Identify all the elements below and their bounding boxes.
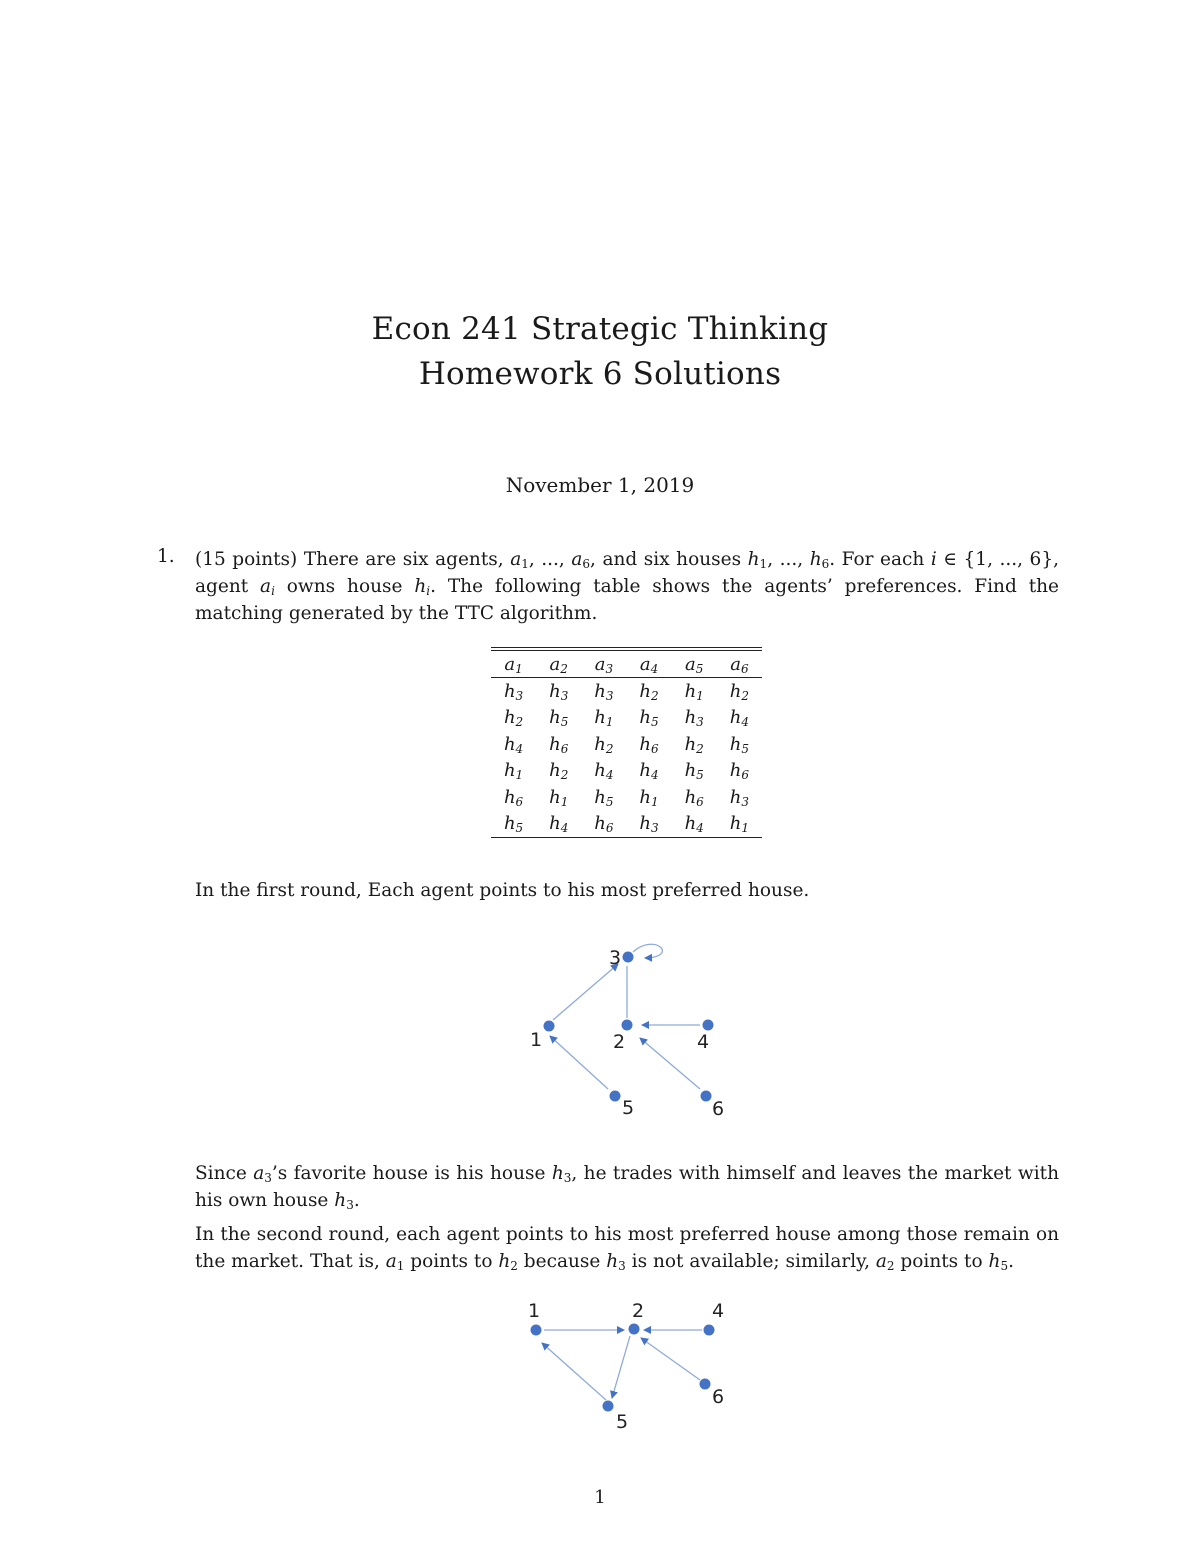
node-label-2: 2 xyxy=(632,1300,645,1322)
round1-text: In the first round, Each agent points to his most preferred house. xyxy=(195,880,810,901)
table-header-cell: $a_4$ xyxy=(626,649,671,678)
document-subtitle: Homework 6 Solutions xyxy=(418,356,782,392)
table-cell: $h_6$ xyxy=(639,733,659,756)
table-header-row xyxy=(491,649,762,678)
edge-6-to-2 xyxy=(640,1038,700,1089)
node-label-3: 3 xyxy=(609,947,622,969)
table-cell: $h_3$ xyxy=(594,680,614,703)
table-cell: $h_1$ xyxy=(729,813,749,836)
table-cell: $h_1$ xyxy=(594,707,614,730)
table-cell: $h_4$ xyxy=(684,813,704,836)
table-row xyxy=(491,731,762,758)
node-3 xyxy=(623,952,634,963)
table-cell: $h_3$ xyxy=(684,707,704,730)
table-cell: $h_4$ xyxy=(639,760,659,783)
round2-graph xyxy=(520,1290,740,1440)
preference-table xyxy=(491,647,762,838)
table-cell: $h_4$ xyxy=(503,733,524,756)
table-header-cell: $a_2$ xyxy=(536,649,581,678)
round2-text: In the second round, each agent points to his most preferred house among those remain on the market. That is, $a_1$ points to $h_2$ because $h_3$ is not available; similarly, $a_2$ points to $h_5$. xyxy=(195,1224,1059,1273)
table-row xyxy=(491,784,762,811)
document-date: November 1, 2019 xyxy=(505,473,695,497)
node-label-4: 4 xyxy=(697,1031,710,1053)
document-title: Econ 241 Strategic Thinking xyxy=(371,311,829,347)
since-text: Since $a_3’s$ favorite house is his house $h_3$, he trades with himself and leaves the market with his own house $h_3$. xyxy=(195,1163,1059,1212)
node-5 xyxy=(603,1401,614,1412)
node-4 xyxy=(704,1325,715,1336)
table-row xyxy=(491,678,762,705)
table-cell: $h_3$ xyxy=(549,680,569,703)
edge-5-to-1 xyxy=(550,1036,608,1089)
node-label-5: 5 xyxy=(616,1411,629,1433)
table-row xyxy=(491,705,762,732)
table-cell: $h_3$ xyxy=(639,813,659,836)
table-cell: $h_6$ xyxy=(503,786,524,809)
node-4 xyxy=(703,1020,714,1031)
table-header-cell: $a_3$ xyxy=(581,649,626,678)
table-cell: $h_3$ xyxy=(729,786,749,809)
table-cell: $h_5$ xyxy=(684,760,704,783)
node-1 xyxy=(544,1021,555,1032)
round1-graph xyxy=(520,912,740,1122)
table-row xyxy=(491,811,762,838)
node-label-1: 1 xyxy=(528,1300,541,1322)
table-cell: $h_2$ xyxy=(594,733,614,756)
edge-6-to-2 xyxy=(641,1338,700,1380)
node-2 xyxy=(629,1324,640,1335)
edge-2-to-5 xyxy=(612,1336,630,1398)
node-label-6: 6 xyxy=(712,1098,725,1120)
node-label-6: 6 xyxy=(712,1386,725,1408)
table-cell: $h_5$ xyxy=(729,733,749,756)
table-cell: $h_4$ xyxy=(594,760,614,783)
table-cell: $h_4$ xyxy=(549,813,569,836)
node-2 xyxy=(622,1020,633,1031)
node-5 xyxy=(610,1091,621,1102)
table-cell: $h_3$ xyxy=(503,680,524,703)
node-6 xyxy=(701,1091,712,1102)
node-6 xyxy=(700,1379,711,1390)
table-cell: $h_5$ xyxy=(503,813,524,836)
table-header-cell: $a_6$ xyxy=(717,649,762,678)
table-cell: $h_6$ xyxy=(594,813,614,836)
table-cell: $h_1$ xyxy=(639,786,659,809)
table-cell: $h_2$ xyxy=(503,707,524,730)
node-label-4: 4 xyxy=(712,1300,725,1322)
table-cell: $h_2$ xyxy=(729,680,749,703)
page-number: 1 xyxy=(594,1487,606,1508)
table-cell: $h_5$ xyxy=(639,707,659,730)
problem-number: 1. xyxy=(157,546,175,567)
table-cell: $h_1$ xyxy=(549,786,569,809)
table-cell: $h_2$ xyxy=(549,760,569,783)
edge-5-to-1 xyxy=(542,1343,606,1400)
node-1 xyxy=(531,1325,542,1336)
table-cell: $h_6$ xyxy=(549,733,569,756)
table-cell: $h_5$ xyxy=(549,707,569,730)
problem-statement: (15 points) There are six agents, $a_1$, ..., $a_6$, and six houses $h_1$, ..., $h_6$. For each i ∈ {1, ..., 6}, agent $a_i$ owns house $h_i$. The following table shows the agents’ preferences. Find the matching generated by the TTC algorithm. xyxy=(195,549,1059,624)
table-cell: $h_2$ xyxy=(639,680,659,703)
table-row xyxy=(491,758,762,785)
table-cell: $h_1$ xyxy=(503,760,524,783)
table-header-cell: $a_5$ xyxy=(672,649,717,678)
table-cell: $h_5$ xyxy=(594,786,614,809)
table-cell: $h_4$ xyxy=(729,707,749,730)
table-cell: $h_6$ xyxy=(729,760,749,783)
table-cell: $h_2$ xyxy=(684,733,704,756)
table-header-cell: $a_1$ xyxy=(491,649,536,678)
node-label-5: 5 xyxy=(622,1097,635,1119)
table-cell: $h_6$ xyxy=(684,786,704,809)
node-label-1: 1 xyxy=(530,1029,543,1051)
table-cell: $h_1$ xyxy=(684,680,704,703)
table-body xyxy=(491,678,762,838)
edge-1-to-3 xyxy=(553,964,618,1020)
node-label-2: 2 xyxy=(613,1031,626,1053)
edge-3-self-loop xyxy=(633,944,662,958)
